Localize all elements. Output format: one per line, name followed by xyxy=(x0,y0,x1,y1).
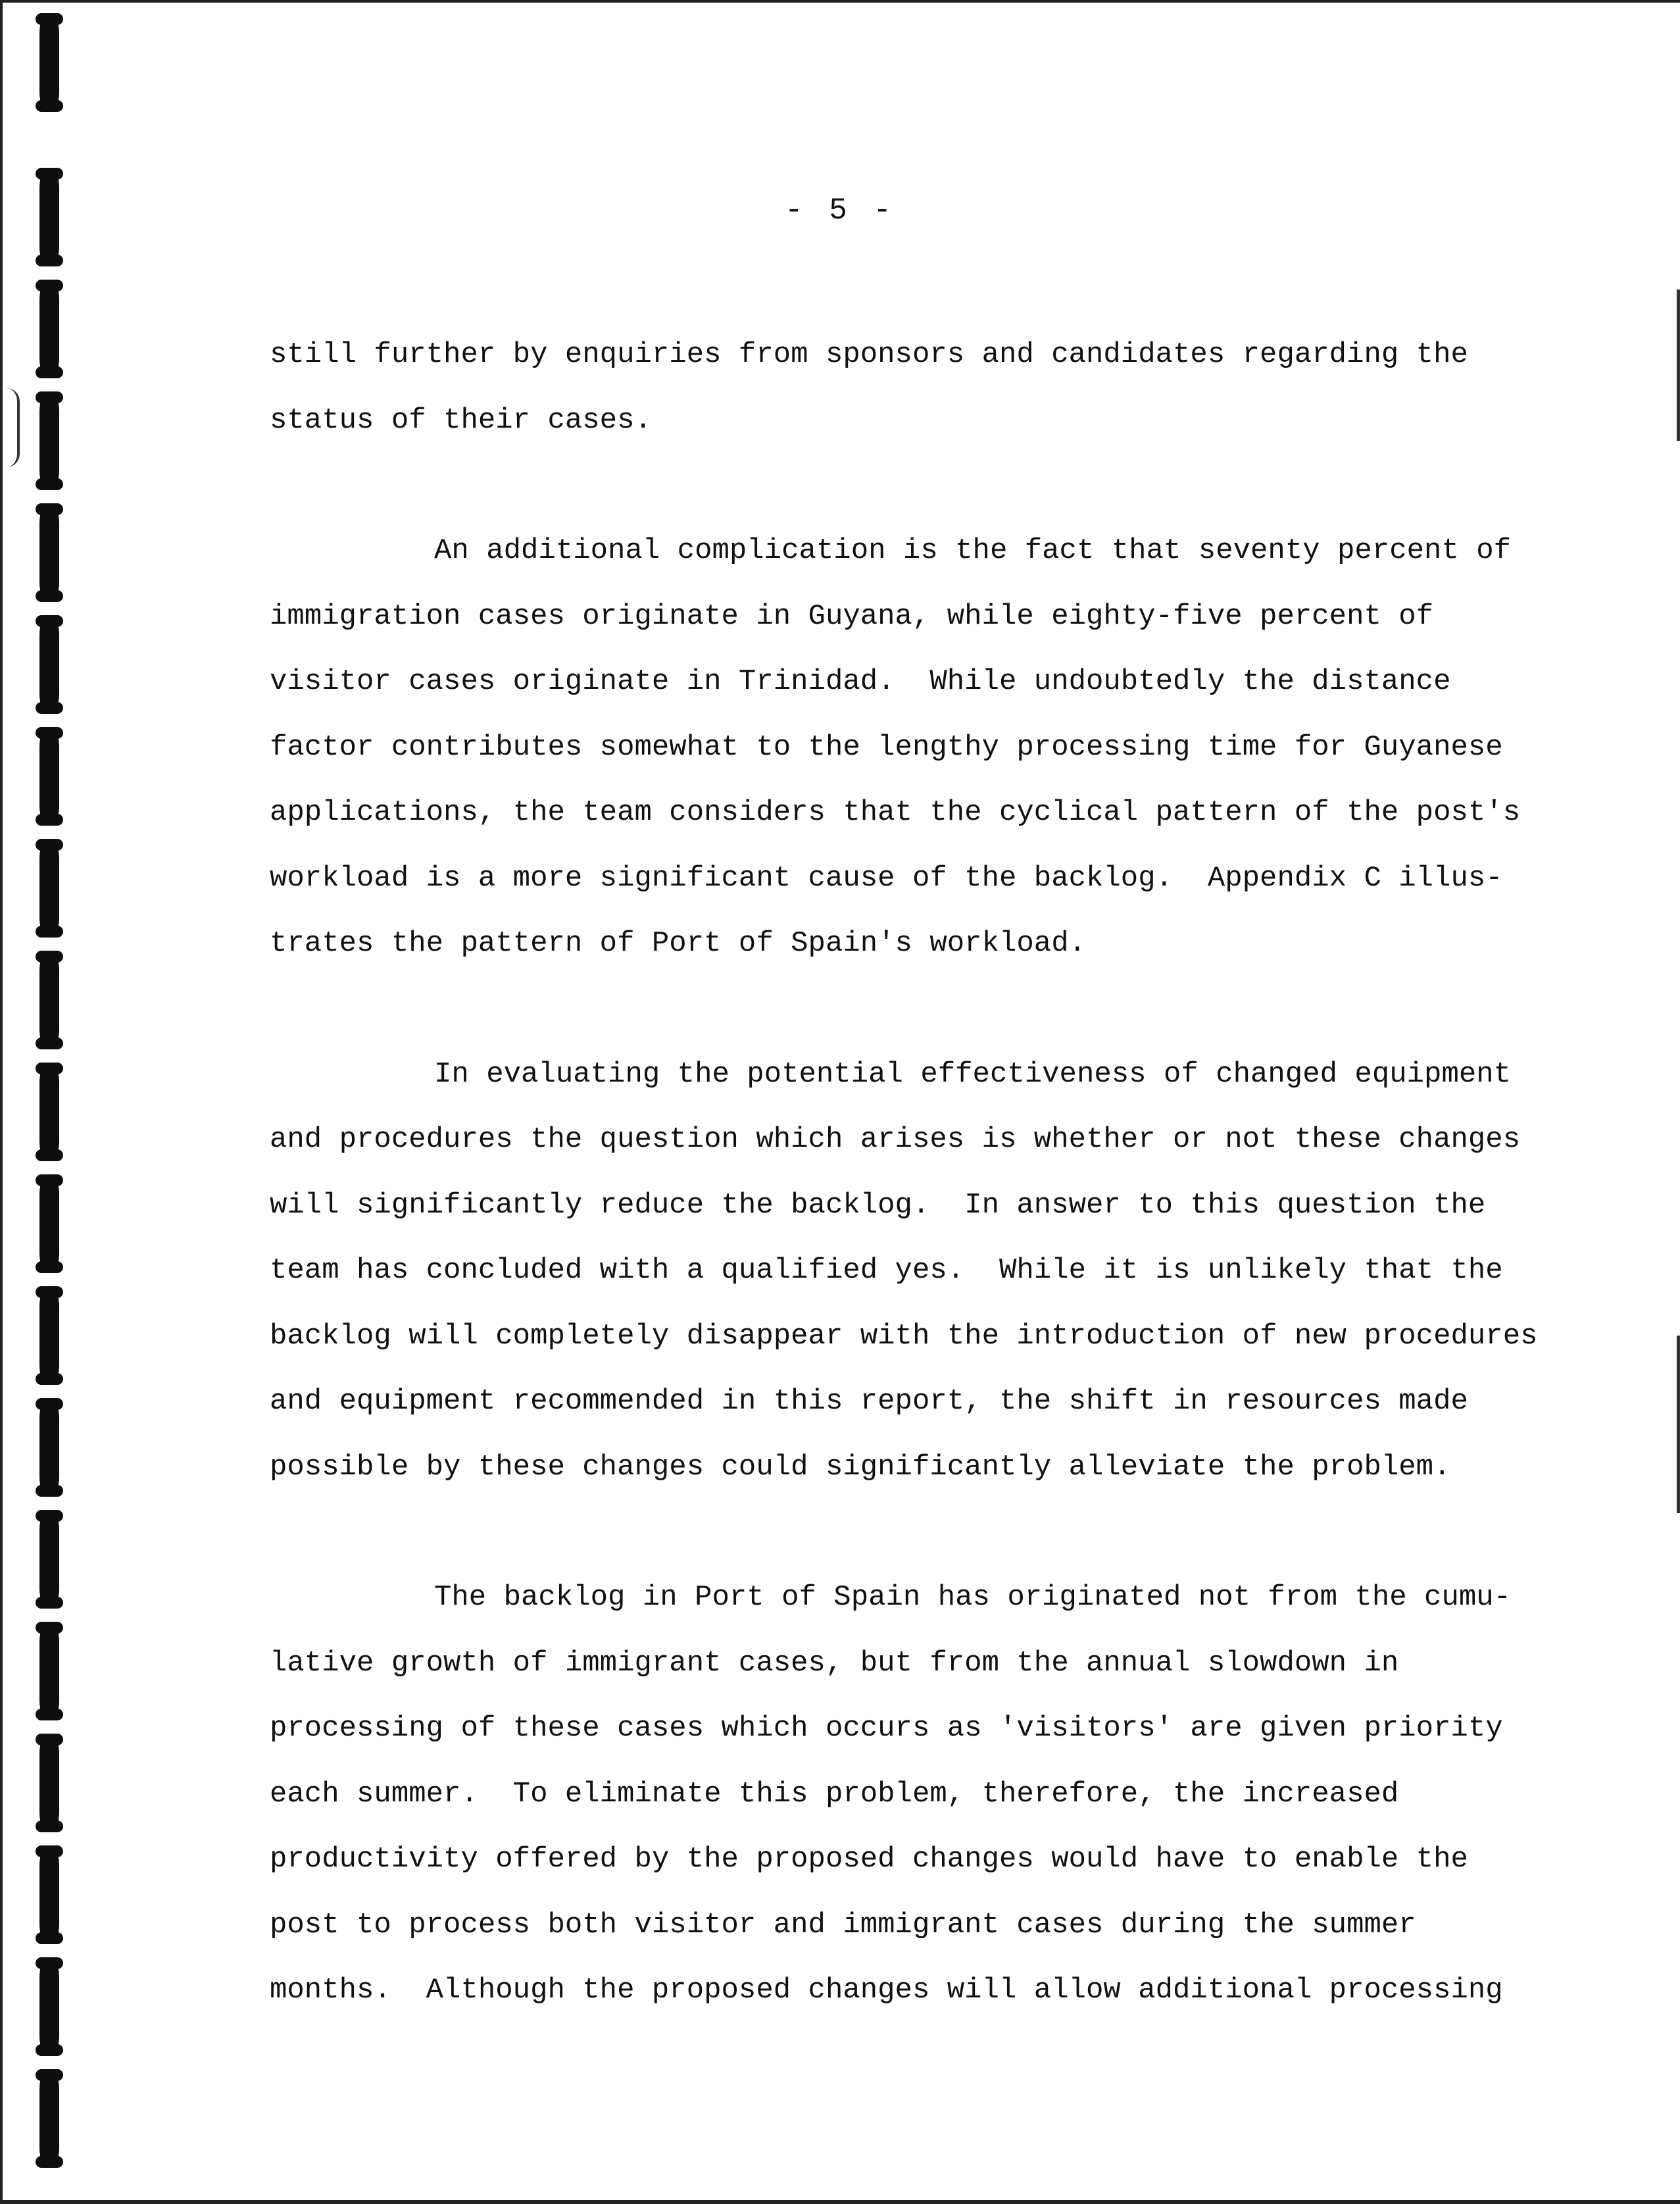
text-line: backlog will completely disappear with the introduction of new procedures xyxy=(270,1319,1538,1353)
page-border-left xyxy=(0,0,3,2204)
text-line: months. Although the proposed changes will allow additional processing xyxy=(270,1974,1503,2007)
feed-hole xyxy=(39,13,59,112)
text-line: factor contributes somewhat to the lengthy processing time for Guyanese xyxy=(270,730,1503,764)
page-border-bottom xyxy=(0,2200,1680,2204)
feed-hole xyxy=(39,1510,59,1609)
text-line: lative growth of immigrant cases, but from the annual slowdown in xyxy=(270,1646,1399,1680)
text-line: possible by these changes could significantly alleviate the problem. xyxy=(270,1450,1451,1484)
document-body xyxy=(270,322,1538,2024)
feed-hole xyxy=(39,1622,59,1720)
feed-hole xyxy=(39,1845,59,1944)
feed-hole xyxy=(39,1398,59,1497)
text-line: team has concluded with a qualified yes. While it is unlikely that the xyxy=(270,1254,1503,1287)
text-line: processing of these cases which occurs as 'visitors' are given priority xyxy=(270,1712,1503,1745)
feed-hole xyxy=(39,839,59,938)
binding-mark xyxy=(7,388,20,467)
text-line: applications, the team considers that the cyclical pattern of the post's xyxy=(270,796,1521,829)
paragraph xyxy=(270,1042,1538,1501)
feed-hole xyxy=(39,1734,59,1832)
page-border-top xyxy=(0,0,1680,3)
feed-hole xyxy=(39,391,59,490)
feed-hole xyxy=(39,1286,59,1385)
page-number: - 5 - xyxy=(784,193,896,228)
text-line: still further by enquiries from sponsors and candidates regarding the xyxy=(270,338,1468,371)
feed-hole xyxy=(39,951,59,1049)
feed-hole xyxy=(39,1174,59,1273)
paragraph xyxy=(270,518,1521,977)
text-line: productivity offered by the proposed changes would have to enable the xyxy=(270,1843,1468,1876)
text-line: In evaluating the potential effectiveness of changed equipment xyxy=(434,1057,1512,1091)
text-line: will significantly reduce the backlog. In answer to this question the xyxy=(270,1188,1486,1222)
text-line: visitor cases originate in Trinidad. While undoubtedly the distance xyxy=(270,665,1451,698)
text-line: and procedures the question which arises is whether or not these changes xyxy=(270,1123,1521,1156)
paragraph xyxy=(270,322,1473,453)
text-line: immigration cases originate in Guyana, while eighty-five percent of xyxy=(270,599,1434,633)
right-edge-mark xyxy=(1677,1336,1680,1513)
feed-hole xyxy=(39,503,59,602)
feed-hole xyxy=(39,280,59,378)
feed-hole xyxy=(39,2069,59,2168)
text-line: post to process both visitor and immigrant cases during the summer xyxy=(270,1908,1416,1941)
text-line: and equipment recommended in this report, the shift in resources made xyxy=(270,1385,1468,1418)
text-line: An additional complication is the fact that seventy percent of xyxy=(434,534,1512,567)
feed-hole xyxy=(39,615,59,714)
text-line: The backlog in Port of Spain has originated not from the cumu- xyxy=(434,1581,1512,1614)
text-line: workload is a more significant cause of the backlog. Appendix C illus- xyxy=(270,861,1503,895)
right-edge-mark xyxy=(1677,289,1680,441)
text-line: each summer. To eliminate this problem, therefore, the increased xyxy=(270,1777,1399,1811)
text-line: trates the pattern of Port of Spain's workload. xyxy=(270,927,1087,960)
feed-hole xyxy=(39,1063,59,1161)
feed-hole xyxy=(39,1957,59,2056)
feed-hole xyxy=(39,727,59,826)
text-line: status of their cases. xyxy=(270,403,652,437)
tractor-feed-holes xyxy=(34,0,67,2204)
paragraph xyxy=(270,1565,1512,2024)
